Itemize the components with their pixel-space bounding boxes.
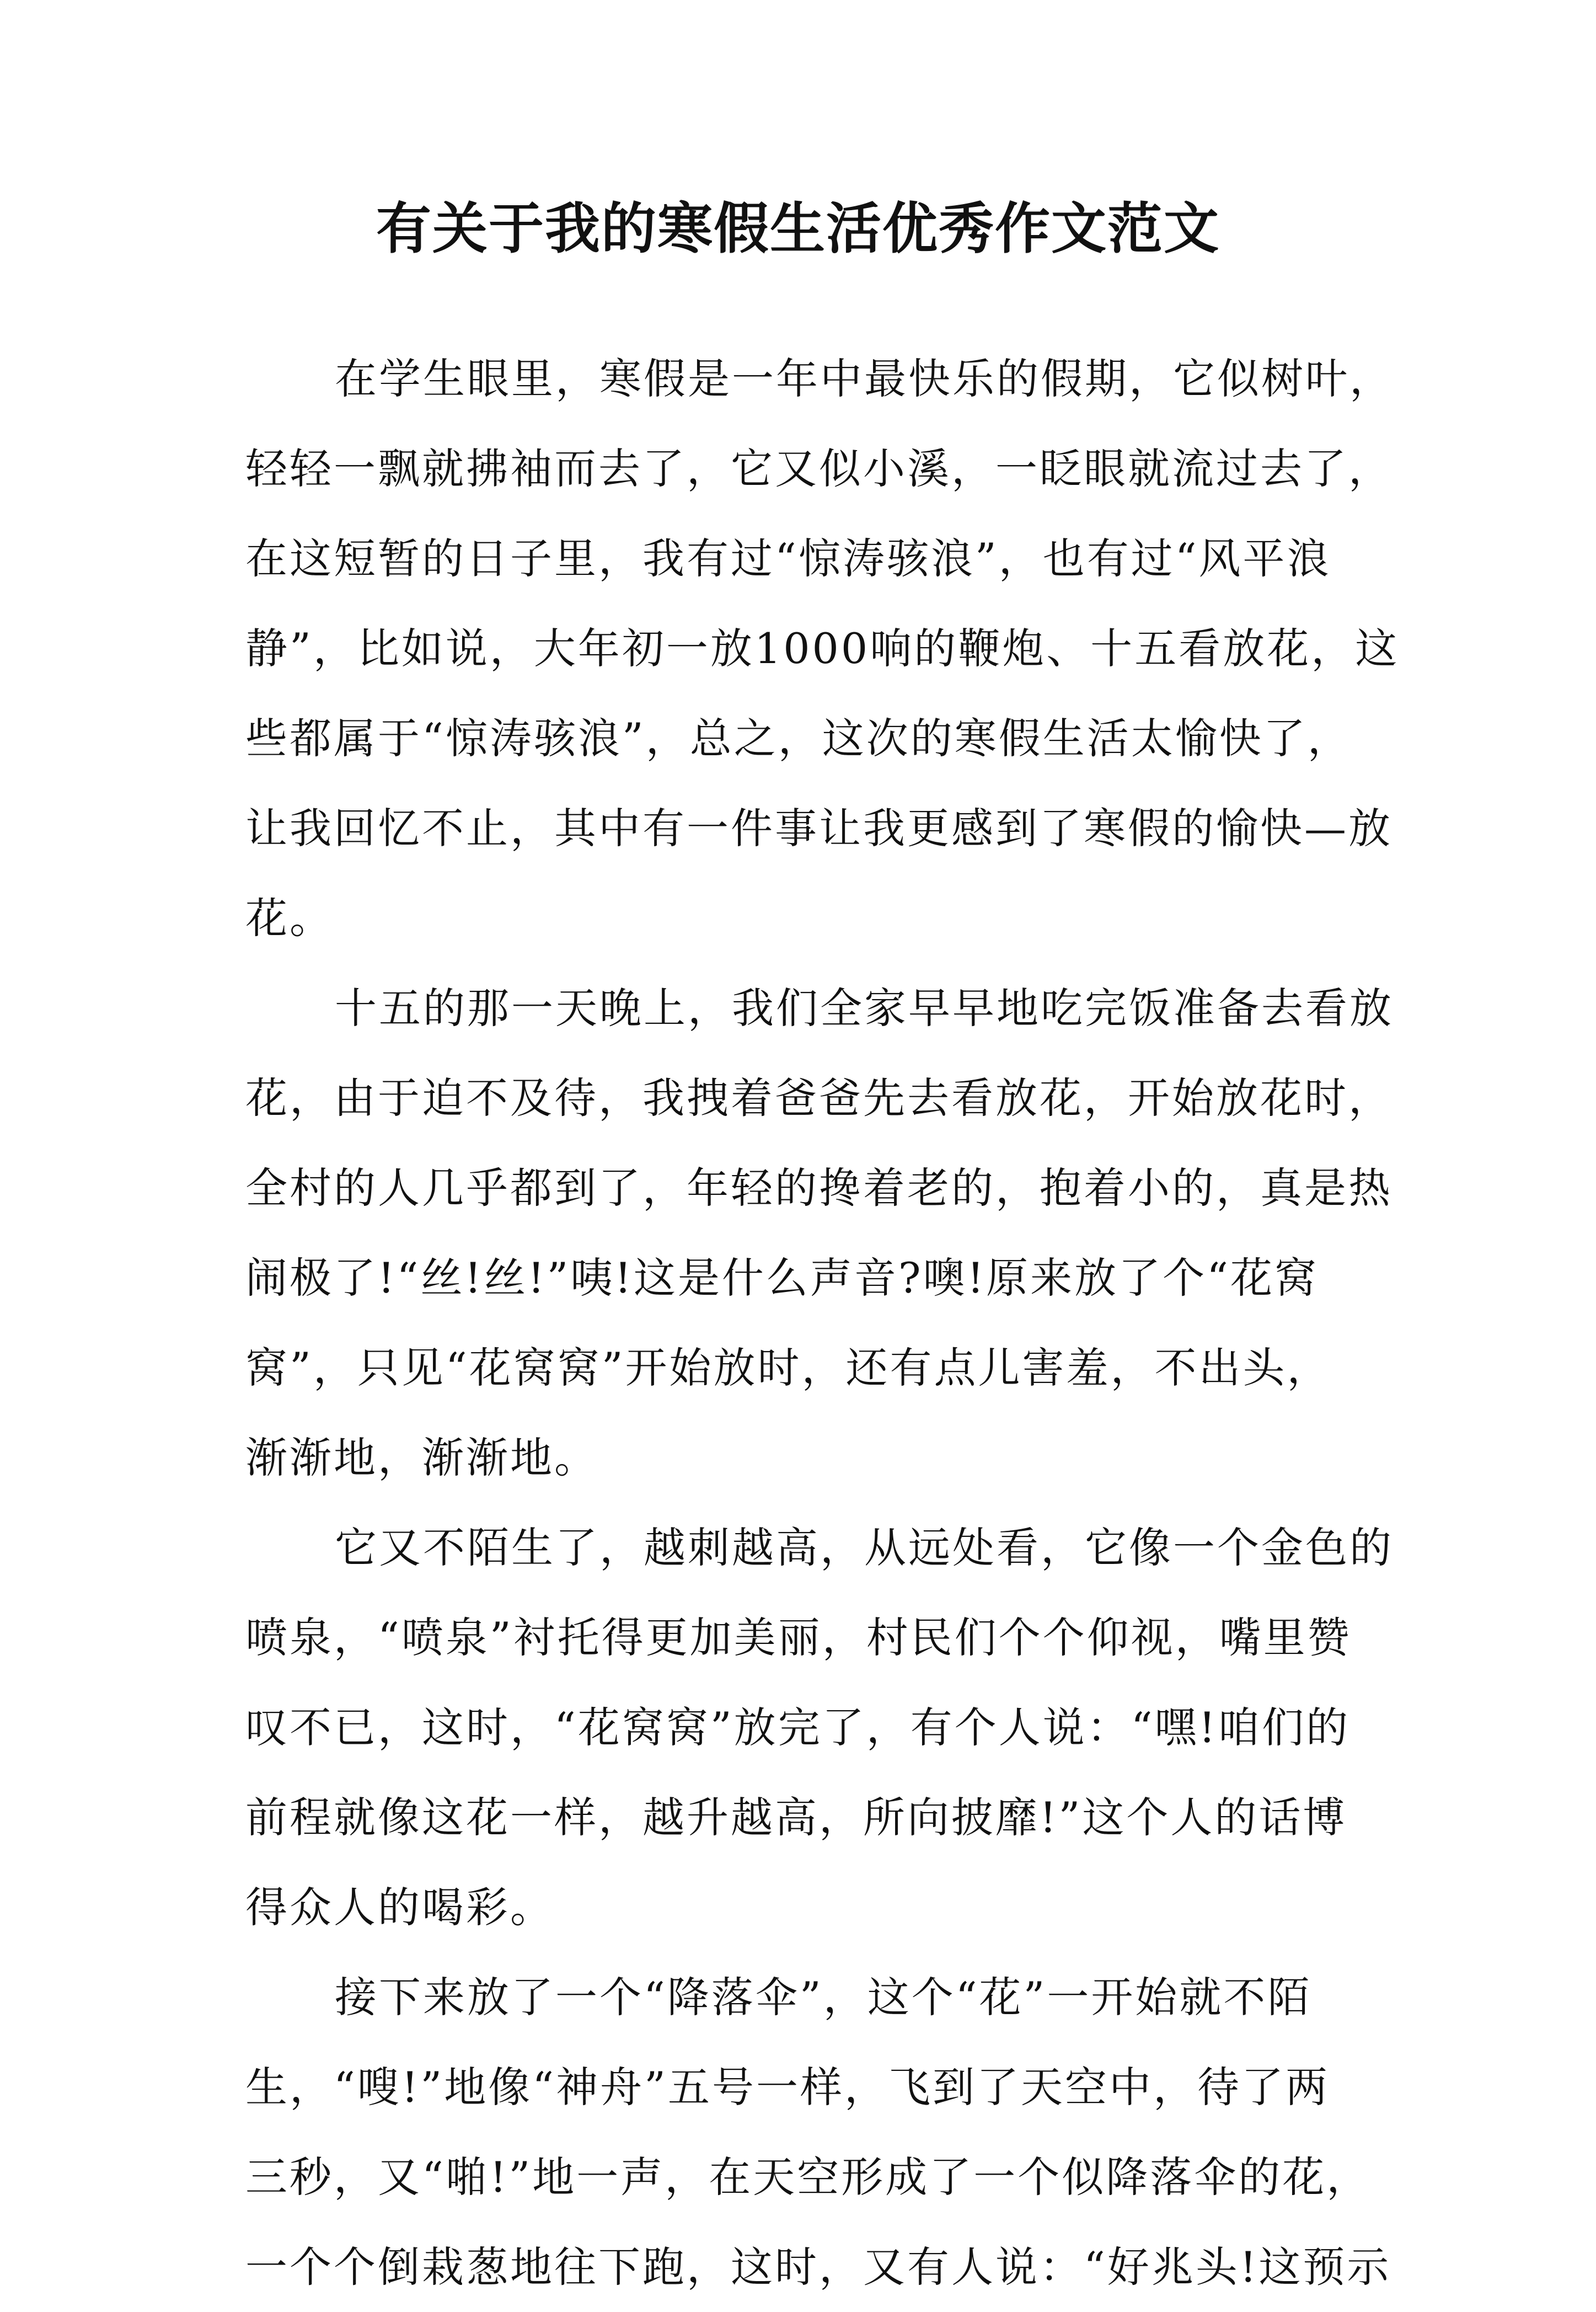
- paragraph-1-line-1: 在学生眼里，寒假是一年中最快乐的假期，它似树叶，: [335, 354, 1394, 403]
- paragraph-2-line-4: 闹极了!“丝!丝!”咦!这是什么声音?噢!原来放了个“花窝: [245, 1253, 1319, 1302]
- paragraph-3-line-2: 喷泉，“喷泉”衬托得更加美丽，村民们个个仰视，嘴里赞: [245, 1613, 1352, 1662]
- paragraph-2-line-6: 渐渐地，渐渐地。: [245, 1433, 598, 1482]
- paragraph-2-line-2: 花，由于迫不及待，我拽着爸爸先去看放花，开始放花时，: [245, 1074, 1393, 1123]
- paragraph-2-line-1: 十五的那一天晚上，我们全家早早地吃完饭准备去看放: [335, 984, 1394, 1033]
- paragraph-1-line-6: 让我回忆不止，其中有一件事让我更感到了寒假的愉快—放: [245, 804, 1393, 853]
- paragraph-3-line-3: 叹不已，这时，“花窝窝”放完了，有个人说：“嘿!咱们的: [245, 1703, 1351, 1752]
- paragraph-1-line-3: 在这短暂的日子里，我有过“惊涛骇浪”，也有过“风平浪: [245, 534, 1331, 583]
- paragraph-2-line-5: 窝”，只见“花窝窝”开始放时，还有点儿害羞，不出头，: [245, 1343, 1331, 1392]
- paragraph-1-line-2: 轻轻一飘就拂袖而去了，它又似小溪，一眨眼就流过去了，: [245, 444, 1393, 493]
- document-title: 有关于我的寒假生活优秀作文范文: [376, 196, 1220, 261]
- paragraph-4-line-2: 生，“嗖!”地像“神舟”五号一样，飞到了天空中，待了两: [245, 2063, 1330, 2112]
- paragraph-3-line-4: 前程就像这花一样，越升越高，所向披靡!”这个人的话博: [245, 1793, 1347, 1842]
- paragraph-3-line-1: 它又不陌生了，越刺越高，从远处看，它像一个金色的: [335, 1523, 1394, 1572]
- paragraph-4-line-3: 三秒，又“啪!”地一声，在天空形成了一个似降落伞的花，: [245, 2153, 1371, 2202]
- paragraph-1-line-4: 静”，比如说，大年初一放1000响的鞭炮、十五看放花，这: [245, 624, 1400, 673]
- paragraph-4-line-1: 接下来放了一个“降落伞”，这个“花”一开始就不陌: [335, 1973, 1312, 2022]
- paragraph-2-line-3: 全村的人几乎都到了，年轻的搀着老的，抱着小的，真是热: [245, 1163, 1393, 1213]
- document-body: [245, 334, 1400, 2312]
- paragraph-3-line-5: 得众人的喝彩。: [245, 1883, 554, 1932]
- paragraph-1-line-7: 花。: [245, 894, 334, 943]
- paragraph-1-line-5: 些都属于“惊涛骇浪”，总之，这次的寒假生活太愉快了，: [245, 714, 1352, 763]
- paragraph-4-line-4: 一个个倒栽葱地往下跑，这时，又有人说：“好兆头!这预示: [245, 2242, 1391, 2292]
